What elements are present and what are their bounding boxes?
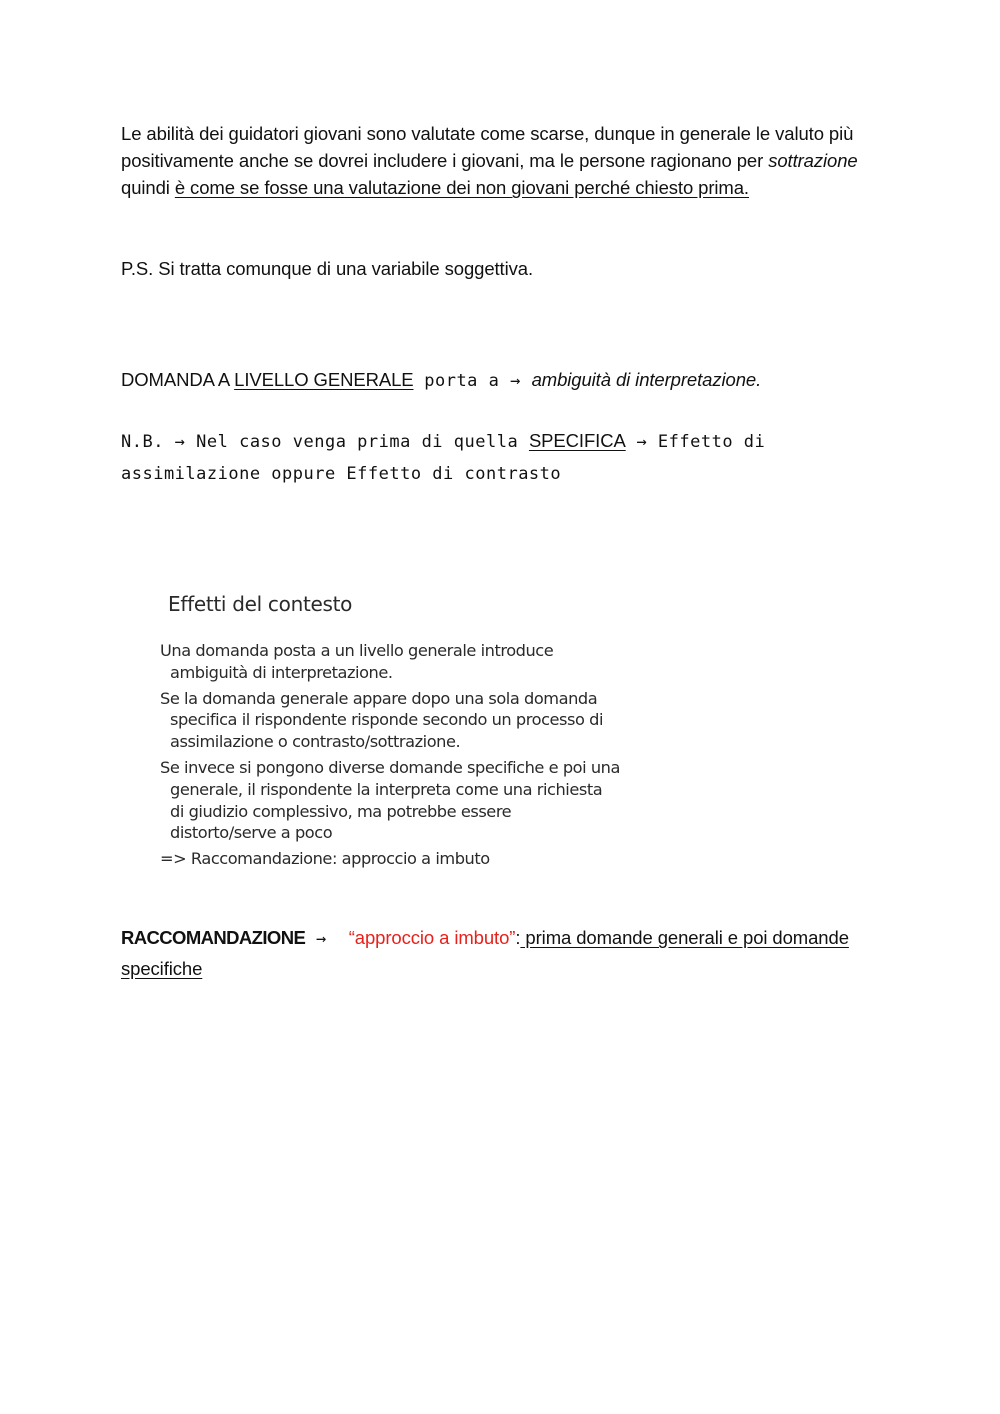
paragraph3-mono: porta a → (413, 371, 532, 391)
paragraph5-colon: : (515, 927, 521, 948)
paragraph5-bold: RACCOMANDAZIONE (121, 927, 306, 948)
paragraph4-mono-b: → Effetto di assimilazione oppure Effetto di contrasto (121, 432, 766, 484)
paragraph4-underlined: SPECIFICA (528, 430, 626, 451)
paragraph3-prefix: DOMANDA A (121, 369, 235, 390)
slide-item: => Raccomandazione: approccio a imbuto (160, 849, 490, 869)
slide-item: Se la domanda generale appare dopo una sola domanda specifica il rispondente risponde secondo un processo di assimilazione o contrasto/sottrazione. (160, 688, 604, 752)
paragraph-nb-note (121, 425, 881, 490)
paragraph5-underlined: prima domande generali e poi domande specifiche (121, 927, 849, 979)
paragraph1-text-b: quindi (121, 177, 175, 198)
slide-title: Effetti del contesto (168, 592, 353, 616)
paragraph3-underlined: LIVELLO GENERALE (234, 369, 414, 390)
paragraph2-text: P.S. Si tratta comunque di una variabile soggettiva. (121, 258, 533, 279)
slide-item: Se invece si pongono diverse domande specifiche e poi una generale, il rispondente la interpreta come una richiesta di giudizio complessivo, ma potrebbe essere distorto/serve a poco (160, 757, 620, 843)
paragraph1-underlined: è come se fosse una valutazione dei non giovani perché chiesto prima. (174, 177, 749, 198)
paragraph5-arrow: → (305, 929, 327, 949)
embedded-slide-image (150, 582, 620, 882)
paragraph5-quote: “approccio a imbuto” (348, 927, 516, 948)
paragraph-ps-note (121, 255, 861, 282)
paragraph1-italic-word: sottrazione (768, 150, 858, 171)
paragraph1-text-a: Le abilità dei guidatori giovani sono valutate come scarse, dunque in generale le valuto più positivamente anche se dovrei includere i giovani, ma le persone ragionano per (121, 123, 854, 171)
paragraph3-italic: ambiguità di interpretazione. (531, 369, 762, 390)
paragraph-general-question (121, 366, 861, 395)
slide-item: Una domanda posta a un livello generale introduce ambiguità di interpretazione. (160, 641, 554, 682)
paragraph4-mono-a: N.B. → Nel caso venga prima di quella (121, 432, 529, 452)
paragraph-young-drivers (121, 120, 861, 201)
slide-body (160, 640, 620, 874)
paragraph-recommendation (121, 923, 881, 983)
